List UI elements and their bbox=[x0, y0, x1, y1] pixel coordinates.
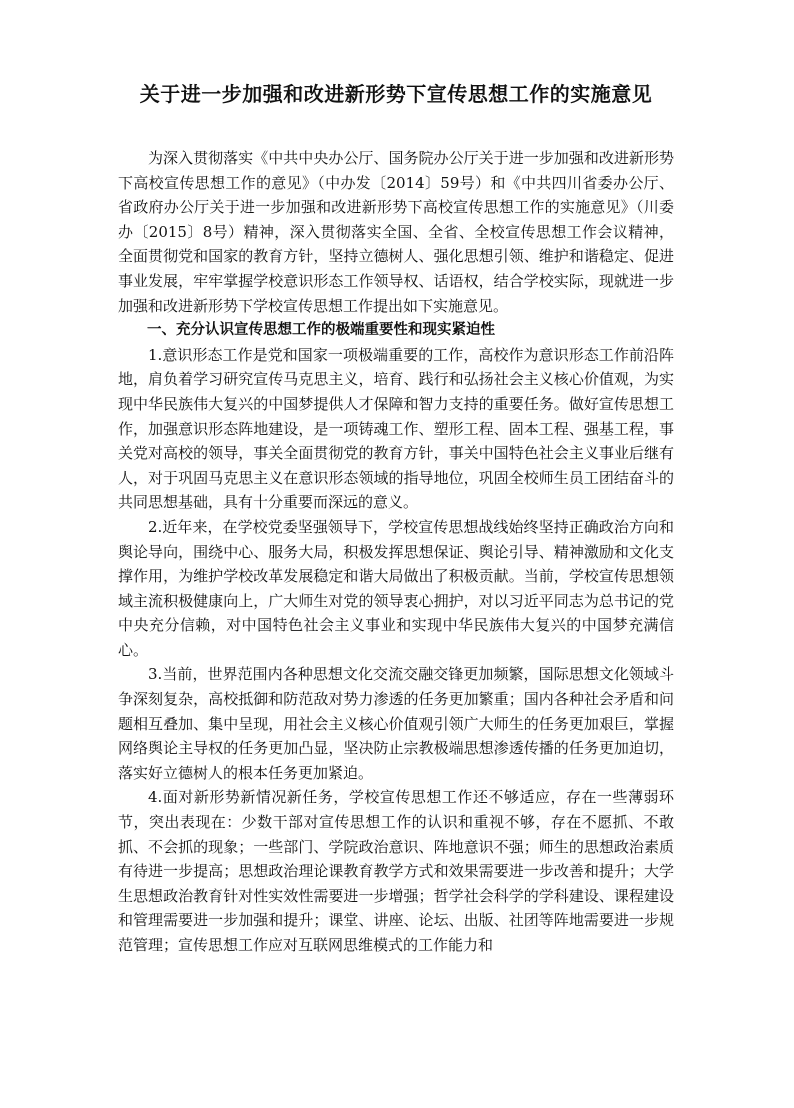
paragraph-1: 1.意识形态工作是党和国家一项极端重要的工作，高校作为意识形态工作前沿阵地，肩负着学习研究宣传马克思主义，培育、践行和弘扬社会主义核心价值观，为实现中华民族伟大复兴的中国梦提供人才保障和智力支持的重要任务。做好宣传思想工作，加强意识形态阵地建设，是一项铸魂工作、塑形工程、固本工程、强基工程，事关党对高校的领导，事关全面贯彻党的教育方针，事关中国特色社会主义事业后继有人，对于巩固马克思主义在意识形态领域的指导地位，巩固全校师生员工团结奋斗的共同思想基础，具有十分重要而深远的意义。 bbox=[118, 345, 674, 512]
paragraph-3: 3.当前，世界范围内各种思想文化交流交融交锋更加频繁，国际思想文化领域斗争深刻复杂，高校抵御和防范敌对势力渗透的任务更加繁重；国内各种社会矛盾和问题相互叠加、集中呈现，用社会主义核心价值观引领广大师生的任务更加艰巨，掌握网络舆论主导权的任务更加凸显，坚决防止宗教极端思想渗透传播的任务更加迫切，落实好立德树人的根本任务更加紧迫。 bbox=[118, 665, 674, 782]
intro-paragraph: 为深入贯彻落实《中共中央办公厅、国务院办公厅关于进一步加强和改进新形势下高校宣传思想工作的意见》（中办发〔2014〕59号）和《中共四川省委办公厅、省政府办公厅关于进一步加强和改进新形势下高校宣传思想工作的实施意见》（川委办〔2015〕8号）精神，深入贯彻落实全国、全省、全校宣传思想工作会议精神，全面贯彻党和国家的教育方针，坚持立德树人、强化思想引领、维护和谐稳定、促进事业发展，牢牢掌握学校意识形态工作领导权、话语权，结合学校实际，现就进一步加强和改进新形势下学校宣传思想工作提出如下实施意见。 bbox=[118, 149, 674, 315]
paragraph-4: 4.面对新形势新情况新任务，学校宣传思想工作还不够适应，存在一些薄弱环节，突出表现在：少数干部对宣传思想工作的认识和重视不够，存在不愿抓、不敢抓、不会抓的现象；一些部门、学院政治意识、阵地意识不强；师生的思想政治素质有待进一步提高；思想政治理论课教育教学方式和效果需要进一步改善和提升；大学生思想政治教育针对性实效性需要进一步增强；哲学社会科学的学科建设、课程建设和管理需要进一步加强和提升；课堂、讲座、论坛、出版、社团等阵地需要进一步规范管理；宣传思想工作应对互联网思维模式的工作能力和 bbox=[118, 788, 674, 954]
section-heading: 一、充分认识宣传思想工作的极端重要性和现实紧迫性 bbox=[147, 322, 495, 339]
document-title: 关于进一步加强和改进新形势下宣传思想工作的实施意见 bbox=[139, 82, 653, 106]
document-page bbox=[118, 80, 674, 958]
paragraph-2: 2.近年来，在学校党委坚强领导下，学校宣传思想战线始终坚持正确政治方向和舆论导向，围绕中心、服务大局，积极发挥思想保证、舆论引导、精神激励和文化支撑作用，为维护学校改革发展稳定和谐大局做出了积极贡献。当前，学校宣传思想领域主流积极健康向上，广大师生对党的领导衷心拥护，对以习近平同志为总书记的党中央充分信赖，对中国特色社会主义事业和实现中华民族伟大复兴的中国梦充满信心。 bbox=[118, 517, 674, 659]
